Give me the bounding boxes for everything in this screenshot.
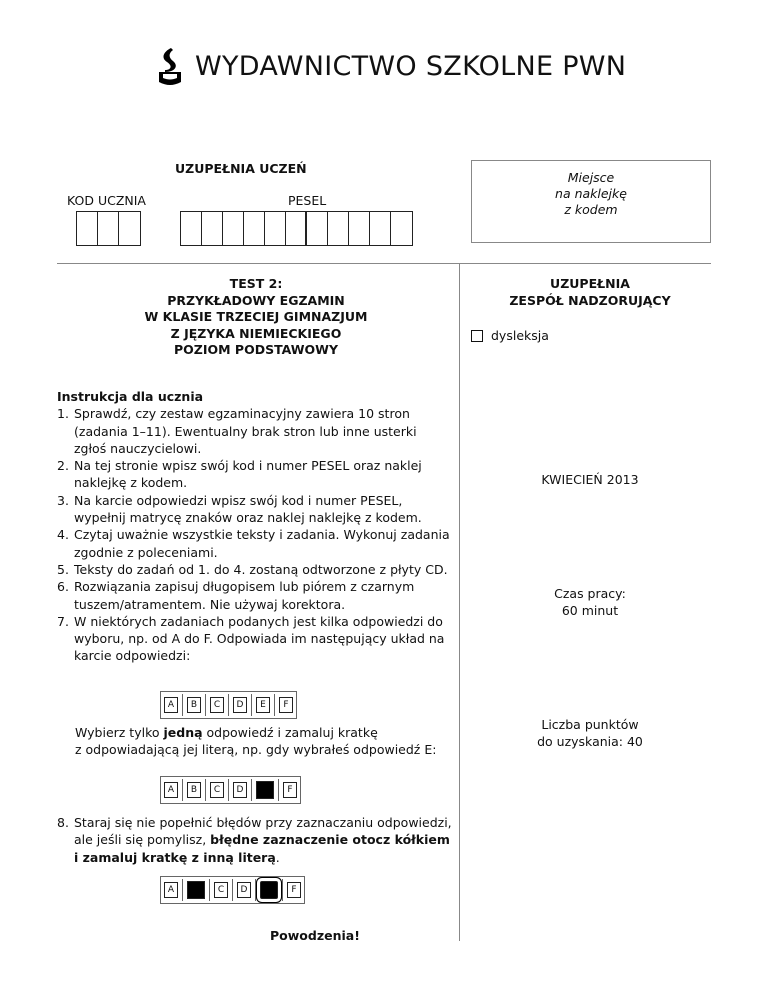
answer-divider [228, 694, 229, 716]
pesel-label: PESEL [288, 193, 327, 208]
pesel-cell[interactable] [181, 212, 202, 245]
answer-box: D [233, 697, 247, 713]
points-value: do uzyskania: 40 [537, 733, 643, 749]
publisher-name: WYDAWNICTWO SZKOLNE PWN [195, 50, 627, 82]
sticker-line: na naklejkę [555, 186, 627, 201]
choose-text: odpowiedź i zamaluj kratkę [202, 725, 378, 740]
instruction-8 [57, 814, 452, 866]
answer-divider [205, 779, 206, 801]
supervisors-title-line: ZESPÓŁ NADZORUJĄCY [509, 292, 671, 308]
test-title [96, 276, 416, 359]
instruction-item [57, 492, 452, 527]
instruction-text: Teksty do zadań od 1. do 4. zostaną odtworzone z płyty CD. [74, 561, 448, 577]
pesel-cell[interactable] [202, 212, 223, 245]
answer-divider [182, 879, 183, 901]
pesel-cell[interactable] [223, 212, 244, 245]
publisher-logo [155, 46, 626, 86]
answer-box: B [187, 697, 201, 713]
points-label: Liczba punktów [541, 717, 639, 732]
answer-divider [282, 879, 283, 901]
pesel-cell[interactable] [265, 212, 286, 245]
test-title-line: TEST 2: [229, 276, 283, 291]
vertical-divider [459, 263, 460, 941]
pesel-cell[interactable] [349, 212, 370, 245]
answer-divider [228, 779, 229, 801]
answer-grid-example-correction [160, 876, 305, 904]
student-section-title: UZUPEŁNIA UCZEŃ [175, 161, 307, 176]
dyslexia-checkbox[interactable] [471, 328, 549, 343]
answer-box-filled [187, 881, 205, 899]
pesel-cell[interactable] [328, 212, 349, 245]
instruction-bold: błędne zaznaczenie otocz kółkiem i zamaluj kratkę z inną literą [74, 832, 450, 865]
answer-box: F [279, 697, 293, 713]
answer-divider [255, 879, 256, 901]
instruction-item [57, 457, 452, 492]
checkbox-square[interactable] [471, 330, 483, 342]
answer-divider [209, 879, 210, 901]
instruction-number: 4. [57, 527, 69, 543]
answer-divider [251, 694, 252, 716]
pwn-logo-icon [155, 46, 185, 86]
instruction-text: Czytaj uważnie wszystkie teksty i zadania. Wykonuj zadania zgodnie z poleceniami. [74, 527, 450, 560]
choose-bold: jedną [163, 725, 203, 740]
good-luck: Powodzenia! [270, 928, 360, 943]
answer-box: A [164, 882, 178, 898]
student-code-boxes[interactable] [76, 211, 141, 246]
answer-grid-example [160, 691, 297, 719]
instruction-number: 8. [57, 815, 69, 830]
answer-divider [205, 694, 206, 716]
instruction-number: 1. [57, 406, 69, 422]
pesel-boxes[interactable] [180, 211, 413, 246]
instruction-number: 7. [57, 613, 69, 629]
test-title-line: W KLASIE TRZECIEJ GIMNAZJUM [144, 309, 368, 324]
answer-box: C [214, 882, 228, 898]
choose-text: Wybierz tylko [75, 725, 164, 740]
exam-date: KWIECIEŃ 2013 [541, 472, 639, 487]
pesel-cell[interactable] [286, 212, 307, 245]
answer-divider [278, 779, 279, 801]
instructions-heading: Instrukcja dla ucznia [57, 389, 204, 404]
dyslexia-label: dysleksja [491, 328, 549, 343]
answer-box: F [287, 882, 301, 898]
answer-box: B [187, 782, 201, 798]
answer-box: D [233, 782, 247, 798]
instruction-item [57, 578, 452, 613]
max-points [470, 717, 710, 750]
instruction-item [57, 526, 452, 561]
pesel-cell[interactable] [244, 212, 265, 245]
answer-box: F [283, 782, 297, 798]
code-cell[interactable] [98, 212, 119, 245]
instruction-item [57, 613, 452, 665]
horizontal-divider [57, 263, 711, 264]
instruction-text: Staraj się nie popełnić błędów przy zaznaczaniu odpowiedzi, ale jeśli się pomylisz, [74, 815, 452, 848]
instructions [57, 388, 452, 665]
duration-value: 60 minut [561, 602, 619, 618]
instruction-text: Na karcie odpowiedzi wpisz swój kod i numer PESEL, wypełnij matrycę znaków oraz naklej naklejkę z kodem. [74, 492, 422, 526]
student-code-label: KOD UCZNIA [67, 193, 146, 208]
answer-divider [251, 779, 252, 801]
test-title-line: PRZYKŁADOWY EGZAMIN [167, 292, 345, 308]
instruction-item [57, 814, 452, 866]
sticker-placeholder [471, 160, 711, 243]
answer-box: C [210, 782, 224, 798]
answer-box: A [164, 782, 178, 798]
answer-box: E [256, 697, 270, 713]
instruction-text: W niektórych zadaniach podanych jest kilka odpowiedzi do wyboru, np. od A do F. Odpowiada im następujący układ na karcie odpowiedzi: [74, 613, 445, 664]
instruction-text: Na tej stronie wpisz swój kod i numer PESEL oraz naklej naklejkę z kodem. [74, 458, 422, 491]
answer-grid-example-e [160, 776, 301, 804]
pesel-cell[interactable] [370, 212, 391, 245]
duration-label: Czas pracy: [554, 586, 626, 601]
answer-box-circled [260, 881, 278, 899]
instruction-text: Sprawdź, czy zestaw egzaminacyjny zawiera 10 stron (zadania 1–11). Ewentualny brak stron lub inne usterki zgłoś nauczycielowi. [74, 406, 417, 456]
exam-duration [470, 586, 710, 619]
choose-text: z odpowiadającą jej literą, np. gdy wybrałeś odpowiedź E: [75, 741, 437, 757]
answer-box: A [164, 697, 178, 713]
choose-one-instruction [75, 725, 455, 758]
instruction-item [57, 405, 452, 457]
instruction-number: 5. [57, 561, 69, 577]
test-title-line: Z JĘZYKA NIEMIECKIEGO [170, 325, 342, 341]
pesel-cell[interactable] [307, 212, 328, 245]
answer-box: D [237, 882, 251, 898]
pesel-cell[interactable] [391, 212, 412, 245]
instruction-text: Rozwiązania zapisuj długopisem lub piórem z czarnym tuszem/atramentem. Nie używaj korektora. [74, 579, 415, 612]
answer-divider [182, 694, 183, 716]
code-cell[interactable] [119, 212, 140, 245]
sticker-line: Miejsce [567, 170, 615, 185]
test-title-line: POZIOM PODSTAWOWY [173, 342, 338, 357]
answer-box-filled [256, 781, 274, 799]
instruction-number: 3. [57, 492, 69, 508]
instruction-number: 6. [57, 579, 69, 595]
sticker-line: z kodem [564, 202, 618, 217]
instruction-text: . [275, 849, 280, 865]
answer-box: C [210, 697, 224, 713]
answer-divider [232, 879, 233, 901]
supervisors-section-title [470, 276, 710, 309]
code-cell[interactable] [77, 212, 98, 245]
answer-divider [182, 779, 183, 801]
supervisors-title-line: UZUPEŁNIA [550, 276, 630, 291]
instruction-item [57, 561, 452, 578]
answer-divider [274, 694, 275, 716]
instruction-number: 2. [57, 458, 69, 474]
